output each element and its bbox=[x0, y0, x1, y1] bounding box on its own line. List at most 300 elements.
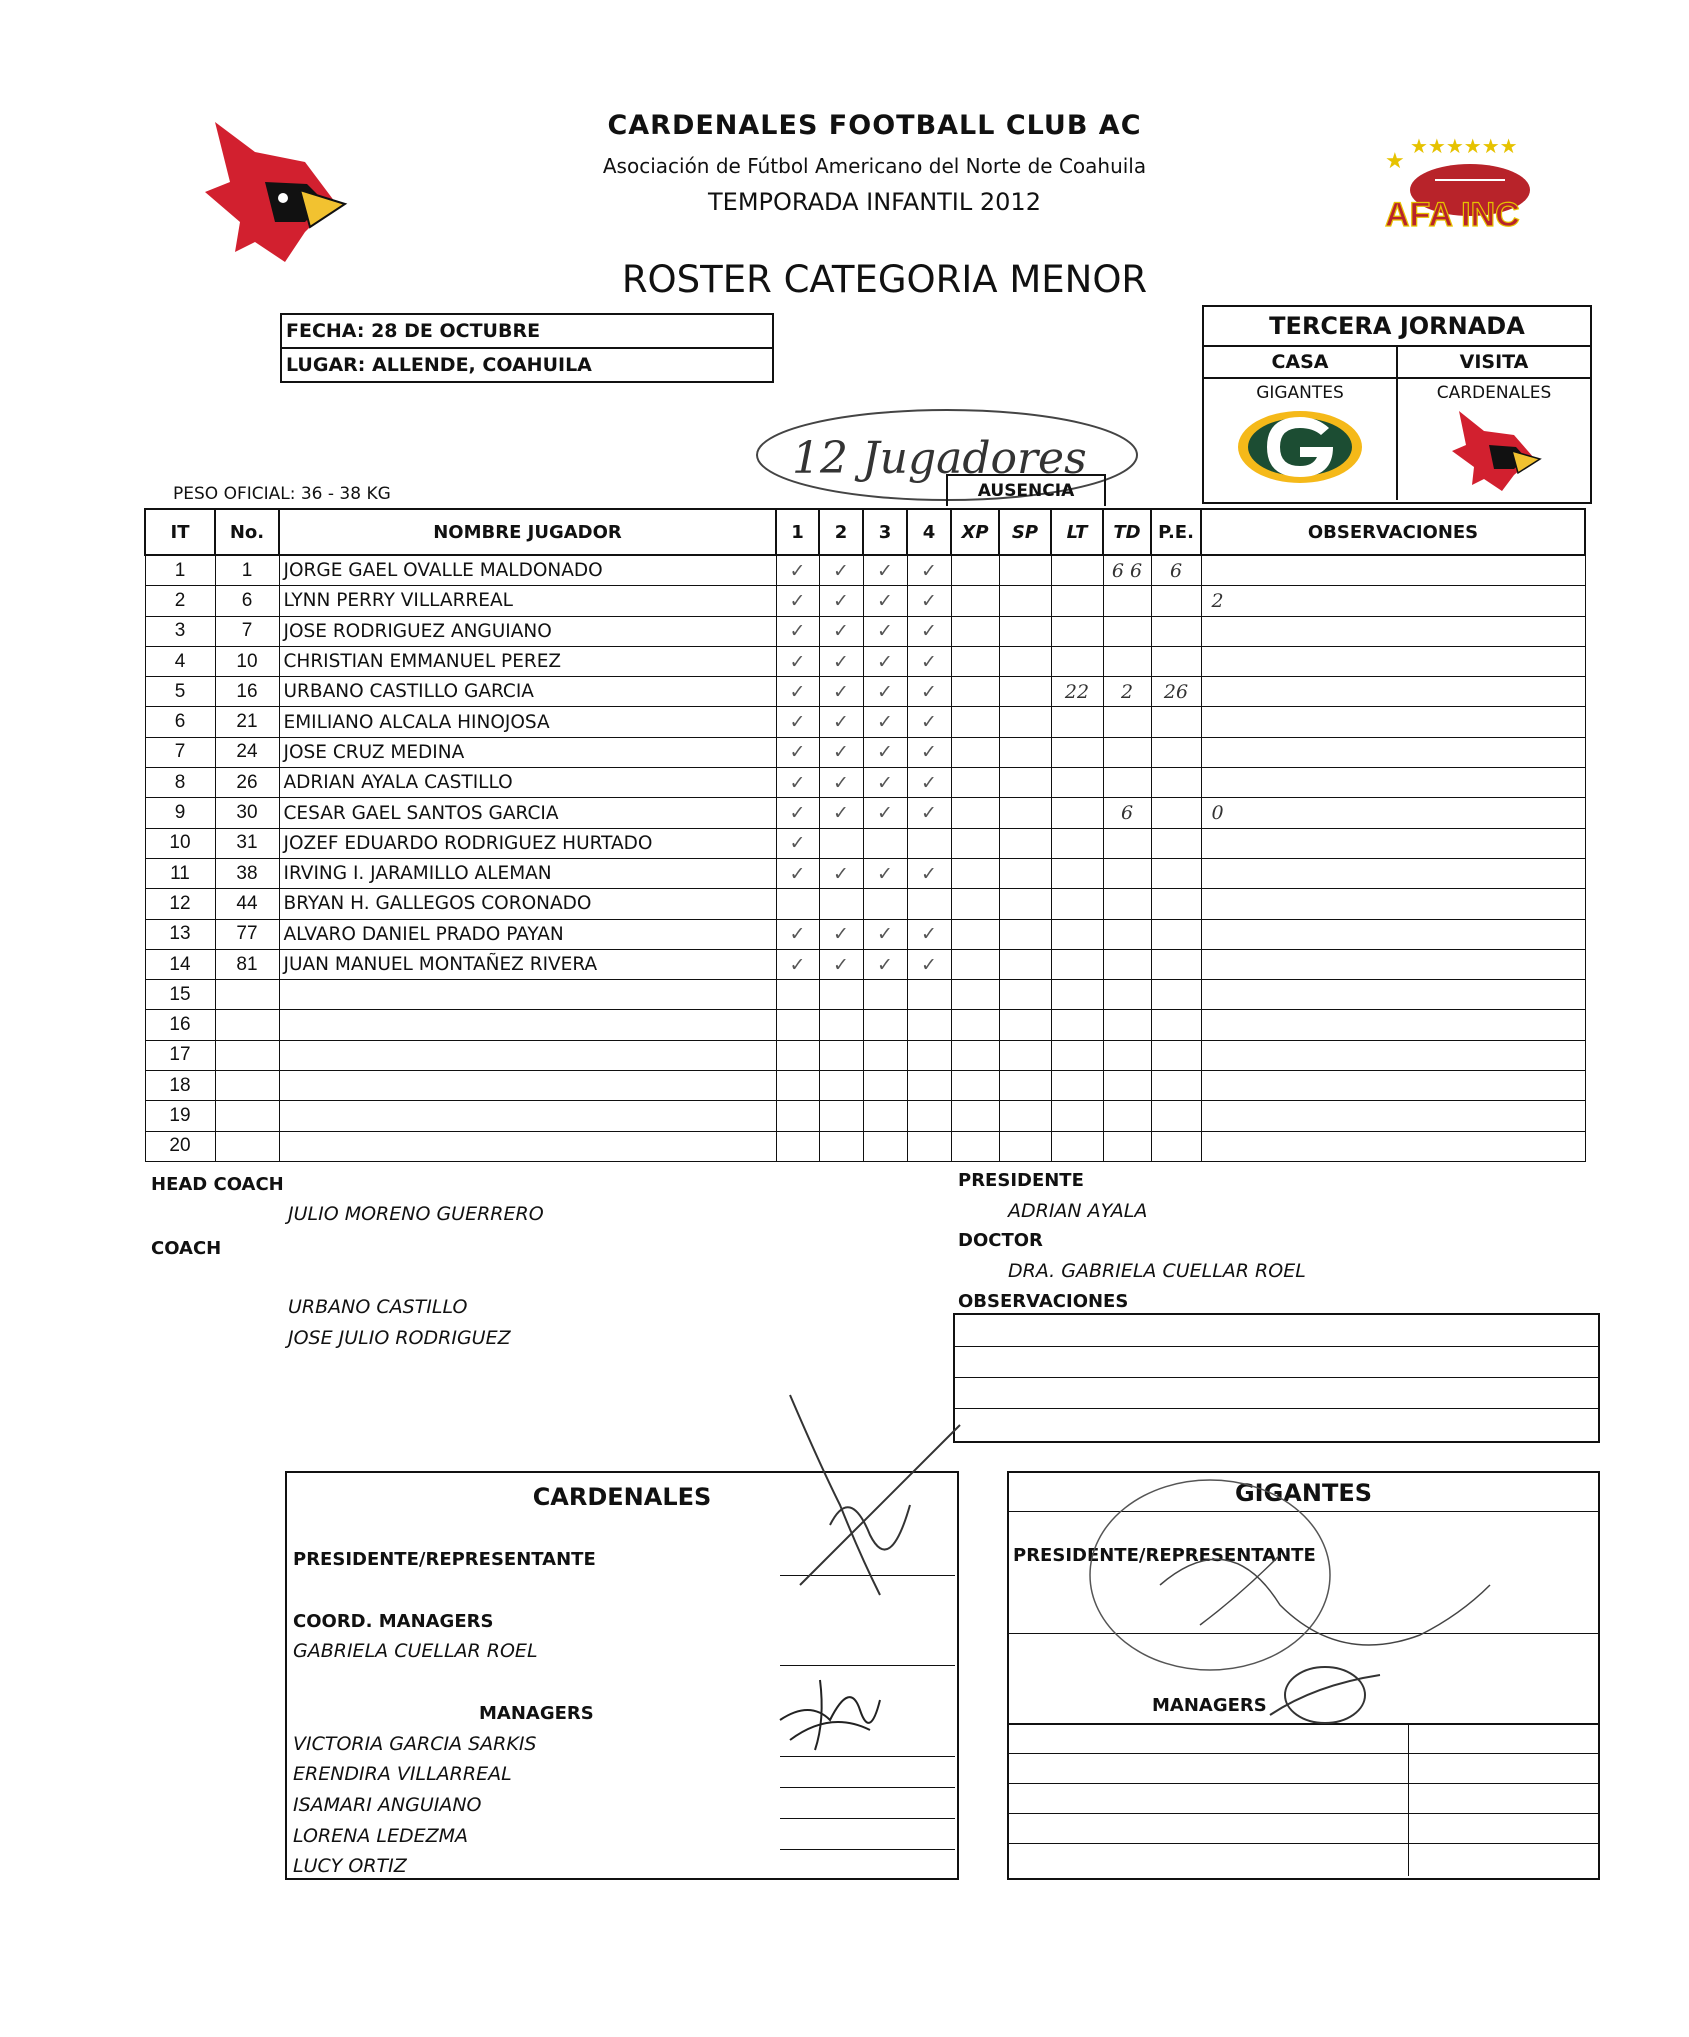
row-xp bbox=[951, 707, 999, 737]
row-quarter-1 bbox=[776, 1071, 819, 1101]
table-row bbox=[145, 586, 1585, 616]
table-row bbox=[145, 707, 1585, 737]
row-quarter-2 bbox=[819, 1071, 863, 1101]
afa-inc-logo bbox=[1365, 128, 1560, 238]
row-it: 4 bbox=[145, 646, 215, 676]
row-player-name bbox=[279, 1131, 776, 1161]
home-label: CASA bbox=[1271, 351, 1329, 373]
row-it: 19 bbox=[145, 1101, 215, 1131]
table-row bbox=[145, 616, 1585, 646]
row-lt bbox=[1051, 828, 1103, 858]
row-observaciones: 2 bbox=[1201, 586, 1585, 616]
header-pe: P.E. bbox=[1151, 509, 1201, 555]
header-observaciones: OBSERVACIONES bbox=[1201, 509, 1585, 555]
row-number: 77 bbox=[215, 919, 279, 949]
row-player-name: JUAN MANUEL MONTAÑEZ RIVERA bbox=[279, 949, 776, 979]
away-label: VISITA bbox=[1396, 347, 1590, 377]
row-td bbox=[1103, 646, 1151, 676]
row-it: 12 bbox=[145, 889, 215, 919]
away-team bbox=[1396, 379, 1590, 500]
header-q2: 2 bbox=[819, 509, 863, 555]
row-quarter-1: ✓ bbox=[776, 768, 819, 798]
row-pe bbox=[1151, 737, 1201, 767]
row-td: 6 6 bbox=[1103, 555, 1151, 586]
row-observaciones bbox=[1201, 1010, 1585, 1040]
row-quarter-4 bbox=[907, 1071, 951, 1101]
row-sp bbox=[999, 858, 1051, 888]
coach-name-1: URBANO CASTILLO bbox=[288, 1296, 468, 1318]
row-quarter-4: ✓ bbox=[907, 707, 951, 737]
row-quarter-2: ✓ bbox=[819, 707, 863, 737]
row-lt: 22 bbox=[1051, 677, 1103, 707]
roster-title: ROSTER CATEGORIA MENOR bbox=[621, 258, 1148, 301]
row-sp bbox=[999, 707, 1051, 737]
row-td bbox=[1103, 768, 1151, 798]
observaciones-label: OBSERVACIONES bbox=[958, 1291, 1129, 1312]
row-pe bbox=[1151, 1040, 1201, 1070]
handwritten-count-text: 12 Jugadores bbox=[792, 433, 1087, 484]
row-sp bbox=[999, 1040, 1051, 1070]
row-lt bbox=[1051, 707, 1103, 737]
svg-text:★★★★★★: ★★★★★★ bbox=[1410, 136, 1518, 158]
row-number: 31 bbox=[215, 828, 279, 858]
row-quarter-4 bbox=[907, 828, 951, 858]
cardenales-signature-box bbox=[285, 1471, 959, 1880]
table-row bbox=[145, 919, 1585, 949]
row-number: 21 bbox=[215, 707, 279, 737]
row-quarter-2: ✓ bbox=[819, 949, 863, 979]
row-xp bbox=[951, 1071, 999, 1101]
row-quarter-2 bbox=[819, 1131, 863, 1161]
row-observaciones bbox=[1201, 919, 1585, 949]
header-nombre: NOMBRE JUGADOR bbox=[279, 509, 776, 555]
row-sp bbox=[999, 828, 1051, 858]
row-player-name bbox=[279, 1101, 776, 1131]
row-number: 24 bbox=[215, 737, 279, 767]
row-it: 3 bbox=[145, 616, 215, 646]
row-pe bbox=[1151, 798, 1201, 828]
row-quarter-4 bbox=[907, 980, 951, 1010]
row-pe bbox=[1151, 1010, 1201, 1040]
row-td bbox=[1103, 737, 1151, 767]
row-quarter-2: ✓ bbox=[819, 555, 863, 586]
row-quarter-4 bbox=[907, 1040, 951, 1070]
row-td bbox=[1103, 980, 1151, 1010]
row-lt bbox=[1051, 889, 1103, 919]
gigantes-box-title: GIGANTES bbox=[1234, 1479, 1373, 1507]
row-quarter-1: ✓ bbox=[776, 858, 819, 888]
row-quarter-3: ✓ bbox=[863, 798, 907, 828]
row-number: 16 bbox=[215, 677, 279, 707]
row-td bbox=[1103, 919, 1151, 949]
table-row bbox=[145, 737, 1585, 767]
row-observaciones bbox=[1201, 768, 1585, 798]
row-it: 8 bbox=[145, 768, 215, 798]
row-quarter-3: ✓ bbox=[863, 616, 907, 646]
row-player-name: ALVARO DANIEL PRADO PAYAN bbox=[279, 919, 776, 949]
row-xp bbox=[951, 616, 999, 646]
row-quarter-2: ✓ bbox=[819, 677, 863, 707]
row-observaciones bbox=[1201, 1071, 1585, 1101]
row-player-name: CESAR GAEL SANTOS GARCIA bbox=[279, 798, 776, 828]
row-player-name bbox=[279, 980, 776, 1010]
row-quarter-2: ✓ bbox=[819, 858, 863, 888]
row-pe bbox=[1151, 646, 1201, 676]
cardenales-box-title: CARDENALES bbox=[532, 1483, 712, 1511]
coach-label: COACH bbox=[151, 1238, 222, 1259]
row-observaciones bbox=[1201, 1101, 1585, 1131]
row-it: 10 bbox=[145, 828, 215, 858]
row-it: 13 bbox=[145, 919, 215, 949]
row-quarter-1: ✓ bbox=[776, 828, 819, 858]
row-it: 16 bbox=[145, 1010, 215, 1040]
row-xp bbox=[951, 586, 999, 616]
ausencia-header: AUSENCIA bbox=[946, 474, 1106, 506]
row-quarter-3: ✓ bbox=[863, 858, 907, 888]
jornada-box bbox=[1202, 305, 1592, 504]
row-observaciones bbox=[1201, 737, 1585, 767]
row-pe bbox=[1151, 949, 1201, 979]
row-player-name bbox=[279, 1010, 776, 1040]
row-quarter-3 bbox=[863, 1010, 907, 1040]
row-it: 11 bbox=[145, 858, 215, 888]
row-it: 14 bbox=[145, 949, 215, 979]
row-sp bbox=[999, 768, 1051, 798]
managers-label: MANAGERS bbox=[479, 1703, 594, 1724]
row-observaciones bbox=[1201, 646, 1585, 676]
row-number bbox=[215, 1040, 279, 1070]
row-quarter-1 bbox=[776, 889, 819, 919]
row-player-name: LYNN PERRY VILLARREAL bbox=[279, 586, 776, 616]
row-it: 17 bbox=[145, 1040, 215, 1070]
table-row bbox=[145, 858, 1585, 888]
row-sp bbox=[999, 1101, 1051, 1131]
manager-5: LUCY ORTIZ bbox=[293, 1855, 407, 1877]
header-sp: SP bbox=[999, 509, 1051, 555]
season-label: TEMPORADA INFANTIL 2012 bbox=[708, 188, 1041, 216]
table-row bbox=[145, 1101, 1585, 1131]
row-xp bbox=[951, 1040, 999, 1070]
row-number: 26 bbox=[215, 768, 279, 798]
row-td: 6 bbox=[1103, 798, 1151, 828]
row-sp bbox=[999, 1010, 1051, 1040]
row-observaciones bbox=[1201, 980, 1585, 1010]
row-player-name bbox=[279, 1071, 776, 1101]
row-xp bbox=[951, 889, 999, 919]
row-xp bbox=[951, 828, 999, 858]
row-player-name: JOSE RODRIGUEZ ANGUIANO bbox=[279, 616, 776, 646]
row-number: 6 bbox=[215, 586, 279, 616]
row-number: 30 bbox=[215, 798, 279, 828]
row-quarter-2 bbox=[819, 889, 863, 919]
coord-managers-label: COORD. MANAGERS bbox=[293, 1611, 494, 1632]
row-xp bbox=[951, 1010, 999, 1040]
row-sp bbox=[999, 889, 1051, 919]
table-row bbox=[145, 1010, 1585, 1040]
row-quarter-1: ✓ bbox=[776, 737, 819, 767]
row-sp bbox=[999, 798, 1051, 828]
coach-name-2: JOSE JULIO RODRIGUEZ bbox=[288, 1327, 511, 1349]
row-observaciones bbox=[1201, 858, 1585, 888]
row-quarter-3 bbox=[863, 828, 907, 858]
fecha: FECHA: 28 DE OCTUBRE bbox=[286, 320, 541, 342]
row-quarter-1: ✓ bbox=[776, 616, 819, 646]
manager-4: LORENA LEDEZMA bbox=[293, 1825, 469, 1847]
table-row bbox=[145, 555, 1585, 586]
manager-1: VICTORIA GARCIA SARKIS bbox=[293, 1733, 537, 1755]
row-sp bbox=[999, 1131, 1051, 1161]
row-number: 7 bbox=[215, 616, 279, 646]
row-quarter-2 bbox=[819, 1040, 863, 1070]
row-sp bbox=[999, 555, 1051, 586]
row-pe bbox=[1151, 919, 1201, 949]
row-pe bbox=[1151, 828, 1201, 858]
row-player-name: JORGE GAEL OVALLE MALDONADO bbox=[279, 555, 776, 586]
row-xp bbox=[951, 555, 999, 586]
row-quarter-3 bbox=[863, 1071, 907, 1101]
row-quarter-3: ✓ bbox=[863, 949, 907, 979]
svg-text:★: ★ bbox=[1385, 148, 1405, 173]
row-it: 9 bbox=[145, 798, 215, 828]
row-quarter-2 bbox=[819, 980, 863, 1010]
row-player-name: URBANO CASTILLO GARCIA bbox=[279, 677, 776, 707]
row-it: 1 bbox=[145, 555, 215, 586]
peso-oficial: PESO OFICIAL: 36 - 38 KG bbox=[173, 484, 391, 504]
row-it: 5 bbox=[145, 677, 215, 707]
row-lt bbox=[1051, 616, 1103, 646]
row-quarter-3 bbox=[863, 1101, 907, 1131]
row-pe bbox=[1151, 616, 1201, 646]
row-lt bbox=[1051, 1010, 1103, 1040]
row-td bbox=[1103, 1071, 1151, 1101]
row-observaciones bbox=[1201, 1131, 1585, 1161]
table-row bbox=[145, 646, 1585, 676]
row-it: 6 bbox=[145, 707, 215, 737]
row-it: 15 bbox=[145, 980, 215, 1010]
row-it: 20 bbox=[145, 1131, 215, 1161]
table-row bbox=[145, 1131, 1585, 1161]
row-td: 2 bbox=[1103, 677, 1151, 707]
row-quarter-3: ✓ bbox=[863, 646, 907, 676]
row-quarter-4: ✓ bbox=[907, 586, 951, 616]
row-pe bbox=[1151, 707, 1201, 737]
row-player-name: BRYAN H. GALLEGOS CORONADO bbox=[279, 889, 776, 919]
row-lt bbox=[1051, 919, 1103, 949]
packers-g-logo bbox=[1235, 403, 1365, 485]
row-number bbox=[215, 1071, 279, 1101]
row-it: 7 bbox=[145, 737, 215, 767]
row-quarter-2 bbox=[819, 1010, 863, 1040]
row-observaciones bbox=[1201, 1040, 1585, 1070]
row-player-name: JOSE CRUZ MEDINA bbox=[279, 737, 776, 767]
row-lt bbox=[1051, 980, 1103, 1010]
row-quarter-2: ✓ bbox=[819, 586, 863, 616]
row-xp bbox=[951, 980, 999, 1010]
association-name: Asociación de Fútbol Americano del Norte de Coahuila bbox=[602, 154, 1147, 178]
row-quarter-1: ✓ bbox=[776, 555, 819, 586]
row-quarter-4: ✓ bbox=[907, 919, 951, 949]
header-td: TD bbox=[1103, 509, 1151, 555]
row-xp bbox=[951, 798, 999, 828]
row-td bbox=[1103, 707, 1151, 737]
row-it: 18 bbox=[145, 1071, 215, 1101]
table-row bbox=[145, 828, 1585, 858]
row-sp bbox=[999, 949, 1051, 979]
row-lt bbox=[1051, 798, 1103, 828]
row-lt bbox=[1051, 949, 1103, 979]
row-observaciones bbox=[1201, 555, 1585, 586]
row-td bbox=[1103, 1010, 1151, 1040]
row-xp bbox=[951, 858, 999, 888]
row-quarter-2: ✓ bbox=[819, 737, 863, 767]
row-lt bbox=[1051, 555, 1103, 586]
row-quarter-3: ✓ bbox=[863, 586, 907, 616]
row-td bbox=[1103, 889, 1151, 919]
row-quarter-3 bbox=[863, 980, 907, 1010]
table-row bbox=[145, 1071, 1585, 1101]
row-quarter-1 bbox=[776, 1010, 819, 1040]
row-td bbox=[1103, 586, 1151, 616]
row-observaciones bbox=[1201, 616, 1585, 646]
row-pe bbox=[1151, 1101, 1201, 1131]
row-number: 81 bbox=[215, 949, 279, 979]
away-team-name: CARDENALES bbox=[1436, 383, 1552, 403]
row-quarter-1: ✓ bbox=[776, 798, 819, 828]
row-quarter-3: ✓ bbox=[863, 555, 907, 586]
row-quarter-2 bbox=[819, 1101, 863, 1131]
manager-3: ISAMARI ANGUIANO bbox=[293, 1794, 482, 1816]
row-quarter-3 bbox=[863, 889, 907, 919]
header-no: No. bbox=[215, 509, 279, 555]
row-td bbox=[1103, 616, 1151, 646]
manager-2: ERENDIRA VILLARREAL bbox=[293, 1763, 512, 1785]
row-lt bbox=[1051, 768, 1103, 798]
row-number bbox=[215, 980, 279, 1010]
row-sp bbox=[999, 1071, 1051, 1101]
row-sp bbox=[999, 919, 1051, 949]
head-coach-name: JULIO MORENO GUERRERO bbox=[288, 1203, 544, 1225]
row-pe bbox=[1151, 768, 1201, 798]
doctor-name: DRA. GABRIELA CUELLAR ROEL bbox=[1008, 1260, 1306, 1282]
row-td bbox=[1103, 1040, 1151, 1070]
cardinal-logo-small bbox=[1444, 403, 1544, 493]
row-quarter-1: ✓ bbox=[776, 586, 819, 616]
row-xp bbox=[951, 1101, 999, 1131]
row-quarter-4: ✓ bbox=[907, 677, 951, 707]
row-quarter-1: ✓ bbox=[776, 677, 819, 707]
row-it: 2 bbox=[145, 586, 215, 616]
row-player-name: EMILIANO ALCALA HINOJOSA bbox=[279, 707, 776, 737]
row-quarter-4 bbox=[907, 889, 951, 919]
row-observaciones bbox=[1201, 677, 1585, 707]
table-row bbox=[145, 949, 1585, 979]
row-lt bbox=[1051, 1131, 1103, 1161]
row-lt bbox=[1051, 1040, 1103, 1070]
row-lt bbox=[1051, 737, 1103, 767]
table-row bbox=[145, 889, 1585, 919]
row-xp bbox=[951, 919, 999, 949]
row-quarter-2: ✓ bbox=[819, 646, 863, 676]
row-observaciones bbox=[1201, 889, 1585, 919]
table-row bbox=[145, 1040, 1585, 1070]
row-sp bbox=[999, 980, 1051, 1010]
row-quarter-1: ✓ bbox=[776, 949, 819, 979]
row-pe bbox=[1151, 1071, 1201, 1101]
row-quarter-3: ✓ bbox=[863, 707, 907, 737]
lugar: LUGAR: ALLENDE, COAHUILA bbox=[282, 347, 772, 381]
row-quarter-4: ✓ bbox=[907, 646, 951, 676]
row-quarter-4: ✓ bbox=[907, 737, 951, 767]
row-pe bbox=[1151, 889, 1201, 919]
row-sp bbox=[999, 616, 1051, 646]
table-row bbox=[145, 677, 1585, 707]
row-quarter-1 bbox=[776, 980, 819, 1010]
row-quarter-4: ✓ bbox=[907, 949, 951, 979]
row-pe bbox=[1151, 858, 1201, 888]
row-player-name: CHRISTIAN EMMANUEL PEREZ bbox=[279, 646, 776, 676]
row-sp bbox=[999, 677, 1051, 707]
row-observaciones bbox=[1201, 828, 1585, 858]
row-number: 1 bbox=[215, 555, 279, 586]
row-quarter-1: ✓ bbox=[776, 646, 819, 676]
row-xp bbox=[951, 1131, 999, 1161]
row-quarter-4: ✓ bbox=[907, 555, 951, 586]
row-player-name: JOZEF EDUARDO RODRIGUEZ HURTADO bbox=[279, 828, 776, 858]
row-number: 38 bbox=[215, 858, 279, 888]
row-lt bbox=[1051, 586, 1103, 616]
table-row bbox=[145, 768, 1585, 798]
row-observaciones bbox=[1201, 707, 1585, 737]
row-number: 10 bbox=[215, 646, 279, 676]
row-quarter-1 bbox=[776, 1101, 819, 1131]
row-xp bbox=[951, 646, 999, 676]
row-quarter-4 bbox=[907, 1010, 951, 1040]
row-player-name: IRVING I. JARAMILLO ALEMAN bbox=[279, 858, 776, 888]
row-pe bbox=[1151, 586, 1201, 616]
row-xp bbox=[951, 949, 999, 979]
row-td bbox=[1103, 1101, 1151, 1131]
row-quarter-4: ✓ bbox=[907, 858, 951, 888]
row-lt bbox=[1051, 1071, 1103, 1101]
cardenales-presidente-label: PRESIDENTE/REPRESENTANTE bbox=[293, 1549, 596, 1570]
row-pe bbox=[1151, 1131, 1201, 1161]
row-quarter-1: ✓ bbox=[776, 919, 819, 949]
row-player-name bbox=[279, 1040, 776, 1070]
jornada-title: TERCERA JORNADA bbox=[1204, 307, 1590, 347]
row-lt bbox=[1051, 858, 1103, 888]
row-number bbox=[215, 1131, 279, 1161]
row-player-name: ADRIAN AYALA CASTILLO bbox=[279, 768, 776, 798]
presidente-label: PRESIDENTE bbox=[958, 1170, 1084, 1191]
row-quarter-3 bbox=[863, 1040, 907, 1070]
row-sp bbox=[999, 646, 1051, 676]
gigantes-signature-box bbox=[1007, 1471, 1600, 1880]
header-lt: LT bbox=[1051, 509, 1103, 555]
header-xp: XP bbox=[951, 509, 999, 555]
row-pe: 6 bbox=[1151, 555, 1201, 586]
home-team bbox=[1204, 379, 1396, 500]
table-row bbox=[145, 980, 1585, 1010]
row-quarter-3: ✓ bbox=[863, 737, 907, 767]
row-lt bbox=[1051, 646, 1103, 676]
row-pe bbox=[1151, 980, 1201, 1010]
row-quarter-2: ✓ bbox=[819, 919, 863, 949]
row-quarter-2: ✓ bbox=[819, 768, 863, 798]
row-sp bbox=[999, 586, 1051, 616]
roster-table bbox=[144, 508, 1586, 1162]
row-xp bbox=[951, 677, 999, 707]
row-quarter-1 bbox=[776, 1040, 819, 1070]
